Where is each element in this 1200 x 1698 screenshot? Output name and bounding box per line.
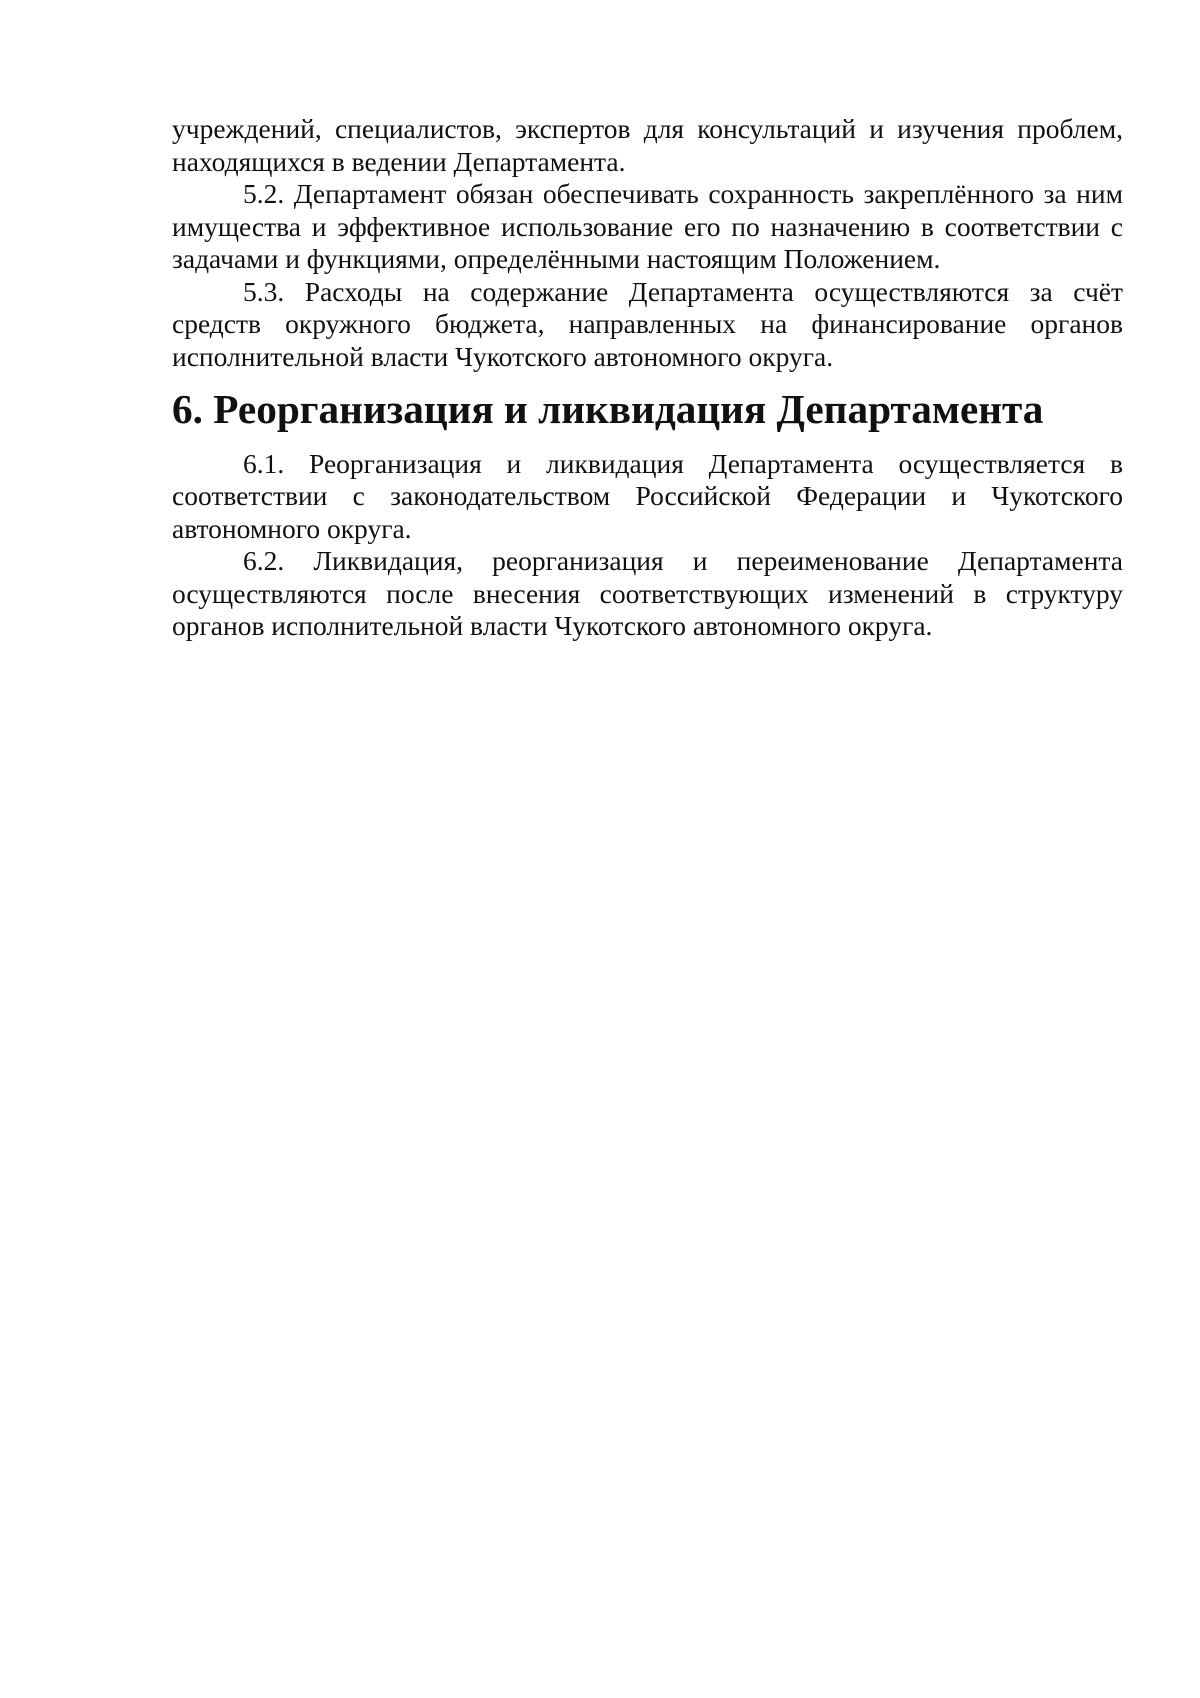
paragraph-6-2: 6.2. Ликвидация, реорганизация и переименование Департамента осуществляются после внесения соответствующих изменений в структуру органов исполнительной власти Чукотского автономного округа. [172,545,1123,641]
paragraph-5-3: 5.3. Расходы на содержание Департамента осуществляются за счёт средств окружного бюджета, направленных на финансирование органов исполнительной власти Чукотского автономного округа. [172,275,1123,372]
document-body [172,113,1123,643]
paragraph-continuation: учреждений, специалистов, экспертов для консультаций и изучения проблем, находящихся в ведении Департамента. [172,113,1123,177]
paragraph-5-2: 5.2. Департамент обязан обеспечивать сохранность закреплённого за ним имущества и эффективное использование его по назначению в соответствии с задачами и функциями, определёнными настоящим Положением. [172,178,1123,274]
paragraph-6-1: 6.1. Реорганизация и ликвидация Департамента осуществляется в соответствии с законодательством Российской Федерации и Чукотского автономного округа. [172,447,1123,544]
section-heading-6: 6. Реорганизация и ликвидация Департамента [172,386,1044,432]
